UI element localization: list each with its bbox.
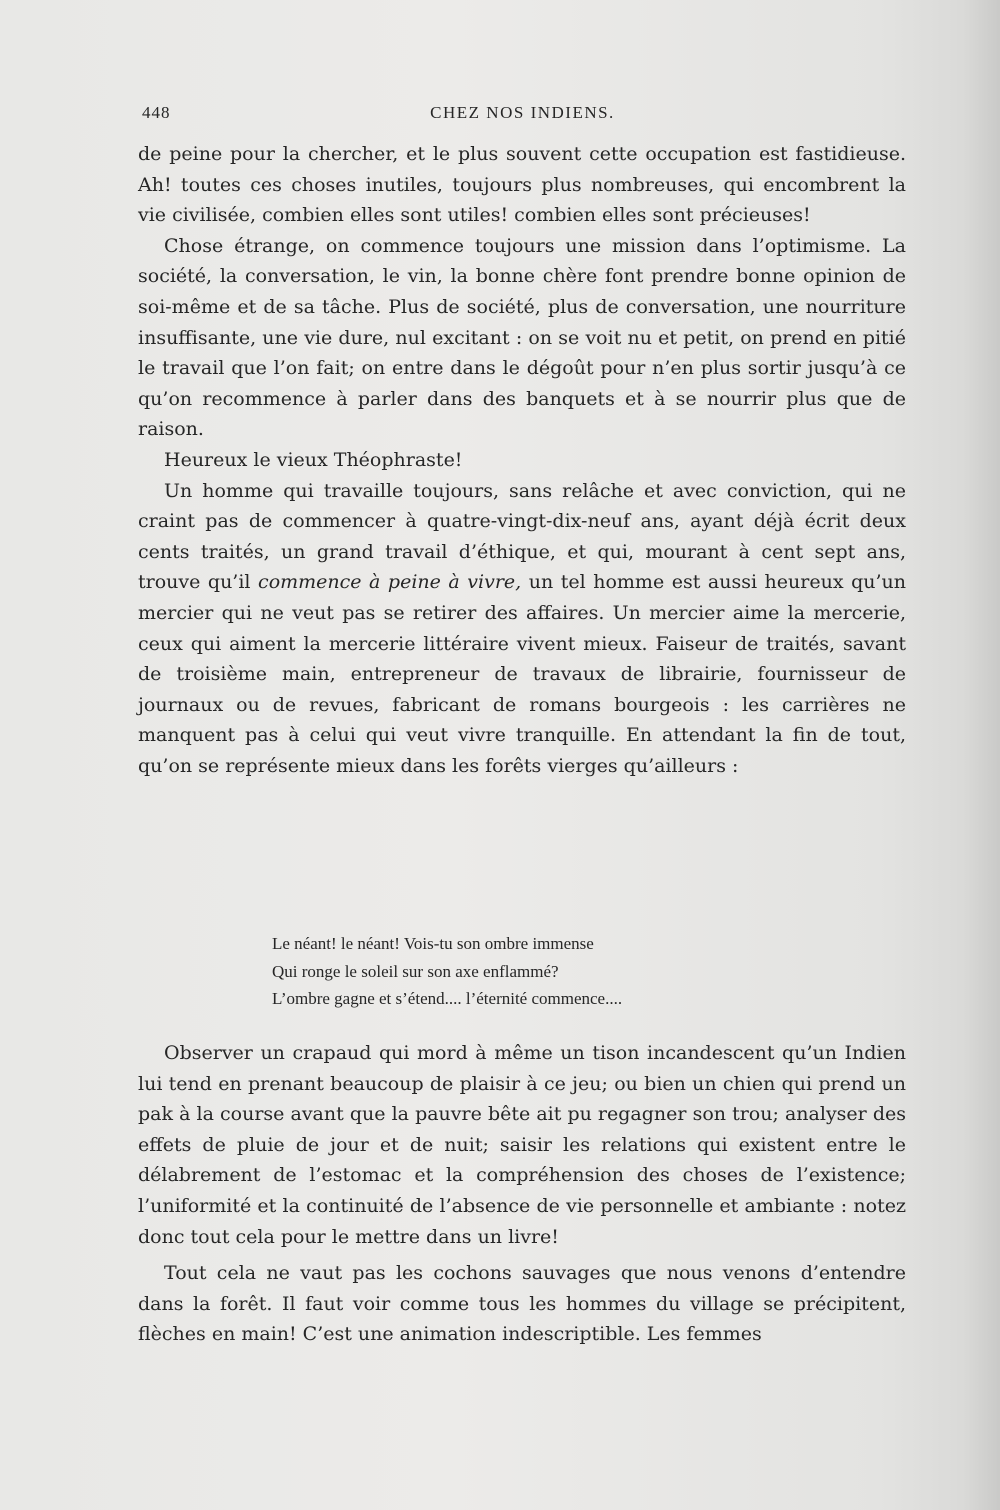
paragraph-text-part-2: un tel homme est aussi heureux qu’un mercier qui ne veut pas se retirer des affaires. Un mercier aime la mercerie, ceux qui aiment la mercerie littéraire vivent mieux. Faiseur de traités, savant de troisième main, entrepreneur de travaux de librairie, fournisseur de journaux ou de revues, fabricant de romans bourgeois : les carrières ne manquent pas à celui qui veut vivre tranquille. En attendant la fin de tout, qu’on se représente mieux dans les forêts vierges qu’ailleurs : bbox=[138, 571, 906, 777]
verse-line: Le néant! le néant! Vois-tu son ombre immense bbox=[272, 934, 594, 953]
italic-quote: commence à peine à vivre, bbox=[258, 571, 522, 594]
paragraph-continuation: de peine pour la chercher, et le plus souvent cette occupation est fastidieuse. Ah! toutes ces choses inutiles, toujours plus nombreuses, qui encombrent la vie civilisée, combien elles sont utiles! combien elles sont précieuses! bbox=[138, 143, 906, 227]
running-head bbox=[140, 100, 905, 126]
paragraph-optimisme: Chose étrange, on commence toujours une mission dans l’optimisme. La société, la conversation, le vin, la bonne chère font prendre bonne opinion de soi-même et de sa tâche. Plus de société, plus de conversation, une nourriture insuffisante, une vie dure, nul excitant : on se voit nu et petit, on prend en pitié le travail que l’on fait; on entre dans le dégoût pour n’en plus sortir jusqu’à ce qu’on recommence à parler dans des banquets et à se nourrir plus que de raison. bbox=[138, 234, 906, 441]
text-block-lower bbox=[138, 1038, 906, 1350]
text-block-upper bbox=[138, 139, 906, 781]
verse-quotation bbox=[272, 930, 732, 1013]
paragraph-theophraste: Heureux le vieux Théophraste! bbox=[164, 448, 463, 471]
running-title: CHEZ NOS INDIENS. bbox=[430, 103, 615, 122]
page-number: 448 bbox=[142, 103, 171, 122]
paragraph-observer: Observer un crapaud qui mord à même un tison incandescent qu’un Indien lui tend en prenant beaucoup de plaisir à ce jeu; ou bien un chien qui prend un pak à la course avant que la pauvre bête ait pu regagner son trou; analyser des effets de pluie de jour et de nuit; saisir les relations qui existent entre le délabrement de l’estomac et la compréhension des choses de l’existence; l’uniformité et la continuité de l’absence de vie personnelle et ambiante : notez donc tout cela pour le mettre dans un livre! bbox=[138, 1042, 906, 1248]
paragraph-cochons-sauvages: Tout cela ne vaut pas les cochons sauvages que nous venons d’entendre dans la forêt. Il faut voir comme tous les hommes du village se précipitent, flèches en main! C’est une animation indescriptible. Les femmes bbox=[138, 1262, 906, 1346]
verse-line: L’ombre gagne et s’étend.... l’éternité commence.... bbox=[272, 989, 623, 1008]
paragraph-homme-qui-travaille bbox=[138, 476, 906, 782]
paragraph-text-part-1: Un homme qui travaille toujours, sans relâche et avec conviction, qui ne craint pas de commencer à quatre-vingt-dix-neuf ans, ayant déjà écrit deux cents traités, un grand travail d’éthique, et qui, mourant à cent sept ans, trouve qu’il bbox=[138, 479, 906, 594]
verse-line: Qui ronge le soleil sur son axe enflammé? bbox=[272, 961, 559, 981]
